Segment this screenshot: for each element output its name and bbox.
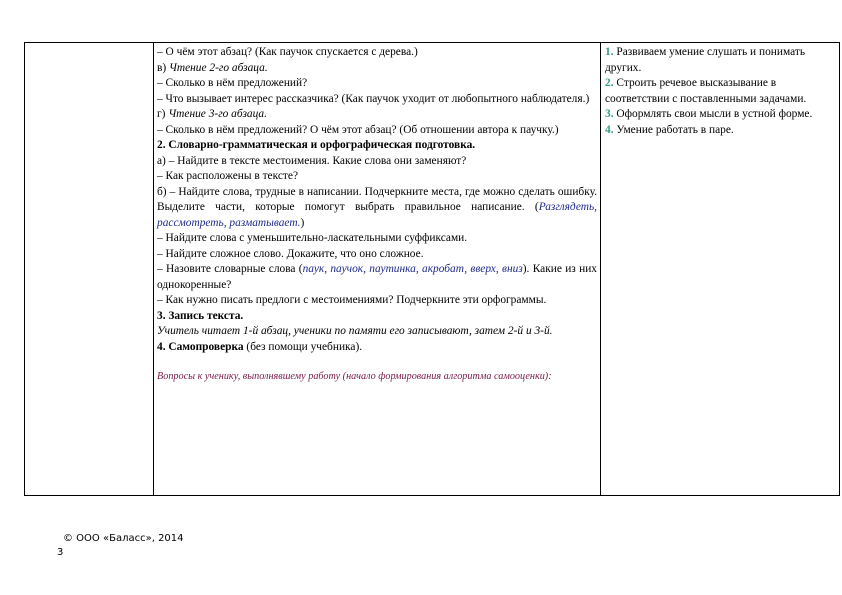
questions-heading: Вопросы к ученику, выполнявшему работу (начало формирования алгоритма самооценки):	[157, 371, 552, 382]
lesson-table	[24, 42, 840, 496]
page-number: 3	[57, 547, 64, 558]
skill-number: 4.	[605, 123, 614, 136]
item-letter: г)	[157, 108, 169, 120]
copyright-footer: © ООО «Баласс», 2014	[63, 533, 184, 544]
spacer	[157, 355, 597, 370]
lesson-line: – Сколько в нём предложений? О чём этот абзац? (Об отношении автора к паучку.)	[157, 123, 559, 136]
lesson-line: – Найдите сложное слово. Докажите, что оно сложное.	[157, 247, 424, 260]
skill-number: 3.	[605, 108, 614, 120]
skill-item	[605, 76, 835, 107]
skills-cell	[601, 43, 840, 496]
skill-text: Умение работать в паре.	[613, 123, 734, 136]
lesson-line: – Что вызывает интерес рассказчика? (Как паучок уходит от любопытного наблюдателя.)	[157, 92, 590, 105]
task-text: – Назовите словарные слова (	[157, 263, 303, 275]
lesson-line: а) – Найдите в тексте местоимения. Какие слова они заменяют?	[157, 154, 467, 167]
section-heading: 4. Самопроверка	[157, 340, 244, 353]
table-row	[25, 43, 840, 496]
lesson-line: – Как расположены в тексте?	[157, 170, 298, 182]
task-text: (без помощи учебника).	[243, 340, 363, 353]
lesson-line: – Найдите слова с уменьшительно-ласкательными суффиксами.	[157, 232, 468, 244]
skill-number: 1.	[605, 46, 614, 58]
skills-list	[601, 43, 839, 138]
lesson-line: – Как нужно писать предлоги с местоимениями? Подчеркните эти орфограммы.	[157, 294, 547, 306]
section-heading: 3. Запись текста.	[157, 309, 244, 322]
lesson-line	[157, 185, 597, 232]
lesson-line	[157, 262, 597, 293]
vocab-words: паук, паучок, паутинка, акробат, вверх, вниз	[302, 263, 523, 275]
lesson-content	[154, 43, 600, 383]
task-text: б) – Найдите слова, трудные в написании. Подчеркните места, где можно сделать ошибку. Выделите части, которые помогут выбрать правильное написание. (	[157, 185, 597, 213]
empty-stage-cell	[25, 43, 154, 496]
section-heading: 2. Словарно-грамматическая и орфографическая подготовка.	[157, 139, 476, 151]
lesson-line: Учитель читает 1-й абзац, ученики по памяти его записывают, затем 2-й и 3-й.	[157, 325, 553, 337]
skill-text: Развиваем умение слушать и понимать других.	[605, 46, 806, 74]
lesson-line	[157, 340, 597, 356]
lesson-content-cell	[154, 43, 601, 496]
skill-item	[605, 123, 835, 139]
lesson-line: – О чём этот абзац? (Как паучок спускается с дерева.)	[157, 46, 418, 58]
task-text: )	[300, 216, 305, 229]
skill-number: 2.	[605, 77, 614, 89]
skill-item	[605, 45, 835, 76]
lesson-line: – Сколько в нём предложений?	[157, 77, 308, 89]
italic-instruction: Чтение 3-го абзаца.	[168, 108, 267, 120]
italic-instruction: Чтение 2-го абзаца.	[169, 61, 268, 74]
item-letter: в)	[157, 61, 170, 74]
lesson-line	[157, 107, 597, 123]
skill-item	[605, 107, 835, 123]
skill-text: Строить речевое высказывание в соответствии с поставленными задачами.	[605, 77, 807, 105]
vocab-words: Разглядеть, рассмотреть, разматывает.	[157, 201, 597, 229]
lesson-line	[157, 61, 597, 77]
skill-text: Оформлять свои мысли в устной форме.	[613, 108, 813, 120]
task-text: ). Какие из них однокоренные?	[157, 263, 597, 291]
